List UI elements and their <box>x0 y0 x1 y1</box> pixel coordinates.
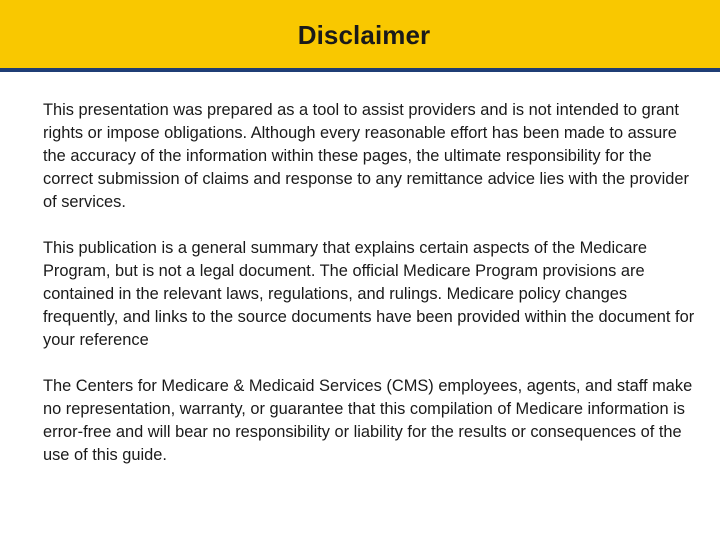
slide-title: Disclaimer <box>297 19 431 50</box>
disclaimer-paragraph-3: The Centers for Medicare & Medicaid Services (CMS) employees, agents, and staff make no representation, warranty, or guarantee that this compilation of Medicare information is error-free and will bear no responsibility or liability for the results or consequences of the use of this guide. <box>43 377 693 464</box>
disclaimer-body <box>43 99 703 467</box>
disclaimer-paragraph-2: This publication is a general summary that explains certain aspects of the Medicare Program, but is not a legal document. The official Medicare Program provisions are contained in the relevant laws, regulations, and rulings. Medicare policy changes frequently, and links to the source documents have been provided within the document for your reference <box>43 239 695 349</box>
disclaimer-paragraph-1: This presentation was prepared as a tool to assist providers and is not intended to grant rights or impose obligations. Although every reasonable effort has been made to assure the accuracy of the information within these pages, the ultimate responsibility for the correct submission of claims and response to any remittance advice lies with the provider of services. <box>43 101 689 211</box>
title-bar <box>0 0 720 72</box>
